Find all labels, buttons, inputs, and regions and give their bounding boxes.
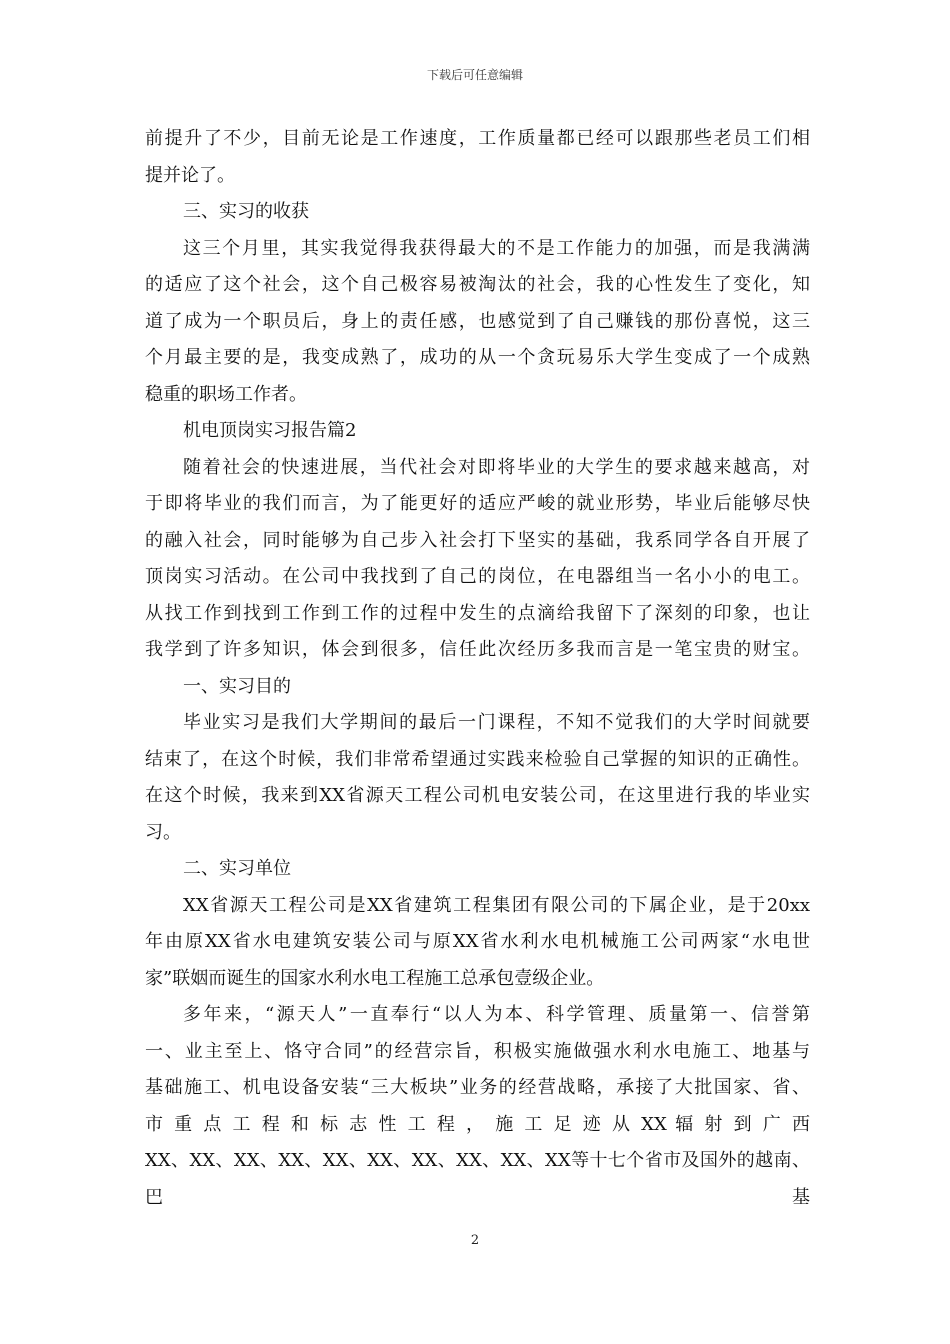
text-line: 随着社会的快速进展，当代社会对即将毕业的大学生的要求越来越高，对 [183, 456, 810, 478]
text-line: 在这个时候，我来到XX省源天工程公司机电安装公司，在这里进行我的毕业实 [145, 785, 810, 806]
text-line: 市 重 点 工 程 和 标 志 性 工 程 ， 施 工 足 迹 从 XX 辐 射 到 广 西 [145, 1113, 810, 1135]
section-heading: 一、实习目的 [183, 675, 291, 697]
page-header: 下载后可任意编辑 [426, 68, 523, 82]
text-line: 我学到了许多知识，体会到很多，信任此次经历多我而言是一笔宝贵的财宝。 [145, 639, 810, 660]
text-line: 于即将毕业的我们而言，为了能更好的适应严峻的就业形势，毕业后能够尽快 [145, 493, 810, 514]
text-line: 个月最主要的是，我变成熟了，成功的从一个贪玩易乐大学生变成了一个成熟 [145, 347, 810, 368]
text-line: 顶岗实习活动。在公司中我找到了自己的岗位，在电器组当一名小小的电工。 [145, 566, 810, 587]
text-line: XX、XX、XX、XX、XX、XX、XX、XX、XX、XX等十七个省市及国外的越南、巴基 [145, 1150, 810, 1208]
text-line: 稳重的职场工作者。 [145, 383, 307, 405]
text-line: 的融入社会，同时能够为自己步入社会打下坚实的基础，我系同学各自开展了 [145, 529, 810, 551]
text-line: 的适应了这个社会，这个自己极容易被淘汰的社会，我的心性发生了变化，知 [145, 274, 810, 295]
text-line: 结束了，在这个时候，我们非常希望通过实践来检验自己掌握的知识的正确性。 [145, 748, 810, 770]
document-body [145, 121, 810, 1208]
text-line: 习。 [145, 821, 181, 843]
text-line: 年由原XX省水电建筑安装公司与原XX省水利水电机械施工公司两家“水电世 [145, 931, 810, 952]
text-line: 基础施工、机电设备安装“三大板块”业务的经营战略，承接了大批国家、省、 [145, 1077, 810, 1098]
text-line: 毕业实习是我们大学期间的最后一门课程，不知不觉我们的大学时间就要 [183, 712, 810, 733]
section-heading: 二、实习单位 [183, 858, 291, 879]
text-line: 提并论了。 [145, 164, 235, 186]
text-line: 一、业主至上、恪守合同”的经营宗旨，积极实施做强水利水电施工、地基与 [145, 1040, 810, 1062]
text-line: 从找工作到找到工作到工作的过程中发生的点滴给我留下了深刻的印象，也让 [145, 602, 810, 624]
text-line: XX省源天工程公司是XX省建筑工程集团有限公司的下属企业，是于20xx [183, 894, 810, 916]
page-number: 2 [470, 1233, 480, 1248]
text-line: 多年来，“源天人”一直奉行“以人为本、科学管理、质量第一、信誉第 [183, 1004, 810, 1025]
text-line: 家”联姻而诞生的国家水利水电工程施工总承包壹级企业。 [145, 967, 605, 989]
text-line: 道了成为一个职员后，身上的责任感，也感觉到了自己赚钱的那份喜悦，这三 [145, 310, 810, 332]
article-title: 机电顶岗实习报告篇2 [183, 420, 357, 441]
text-line: 这三个月里，其实我觉得我获得最大的不是工作能力的加强，而是我满满 [183, 237, 810, 259]
section-heading: 三、实习的收获 [183, 201, 309, 222]
text-line: 前提升了不少，目前无论是工作速度，工作质量都已经可以跟那些老员工们相 [145, 128, 810, 149]
